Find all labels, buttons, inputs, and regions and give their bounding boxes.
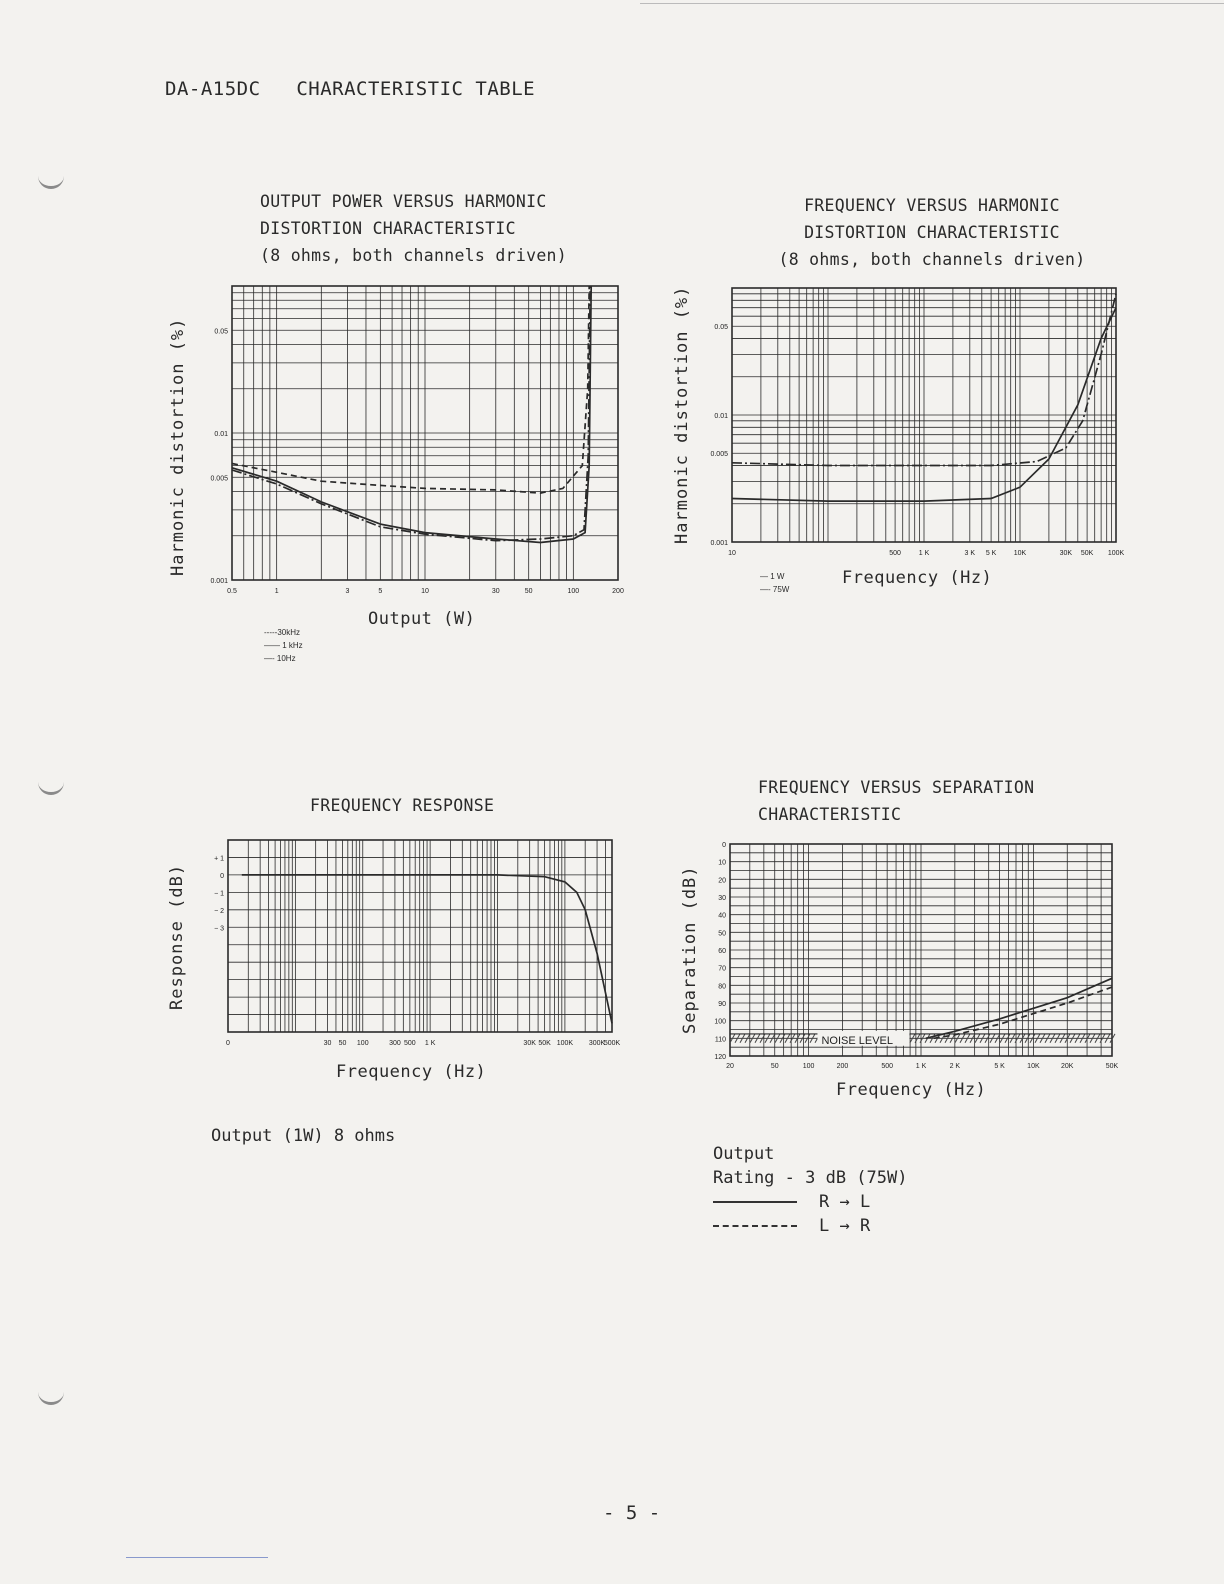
chart4-xlabel: Frequency (Hz) bbox=[836, 1080, 987, 1100]
punch-hole-mark bbox=[38, 160, 64, 189]
x-tick-label: 1 K bbox=[424, 1040, 436, 1047]
x-tick-label: 1 bbox=[274, 588, 279, 595]
x-tick-label: 100 bbox=[802, 1063, 815, 1070]
chart2-svg bbox=[690, 280, 1140, 570]
y-tick-label: 40 bbox=[718, 912, 726, 920]
y-tick-label: − 2 bbox=[214, 907, 224, 915]
y-tick-label: 0.01 bbox=[714, 413, 728, 420]
chart4-note-rating: Rating - 3 dB (75W) bbox=[713, 1168, 908, 1188]
x-tick-label: 10K bbox=[1013, 550, 1027, 557]
x-tick-label: 3 K bbox=[964, 550, 976, 557]
x-tick-label: 500 bbox=[889, 550, 901, 557]
x-tick-label: 30 bbox=[323, 1040, 332, 1047]
x-tick-label: 5 K bbox=[994, 1063, 1005, 1070]
y-tick-label: 120 bbox=[714, 1054, 726, 1061]
x-tick-label: 30 bbox=[491, 588, 500, 595]
x-tick-label: 200 bbox=[612, 588, 624, 595]
chart3-title: FREQUENCY RESPONSE bbox=[310, 796, 495, 815]
chart2-xlabel: Frequency (Hz) bbox=[842, 568, 993, 588]
chart2-legend bbox=[760, 570, 789, 596]
x-tick-label: 100 bbox=[567, 588, 580, 595]
dashed-line-swatch bbox=[713, 1225, 797, 1227]
x-tick-label: 20K bbox=[1061, 1063, 1074, 1070]
y-tick-label: 0 bbox=[722, 842, 726, 849]
x-tick-label: 10K bbox=[1027, 1063, 1040, 1070]
page-number: - 5 - bbox=[603, 1502, 661, 1524]
chart4-note-output: Output bbox=[713, 1144, 775, 1164]
x-tick-label: 50 bbox=[338, 1040, 347, 1047]
chart3-note: Output (1W) 8 ohms bbox=[211, 1126, 396, 1146]
chart4-legend-dashed bbox=[713, 1214, 907, 1238]
y-tick-label: 0.01 bbox=[214, 431, 228, 438]
x-tick-label: 100K bbox=[1107, 550, 1125, 557]
chart1-svg bbox=[190, 278, 640, 608]
x-tick-label: 30K bbox=[1059, 550, 1073, 557]
series-line bbox=[232, 286, 590, 541]
x-tick-label: 5 bbox=[378, 588, 383, 595]
y-tick-label: 100 bbox=[714, 1018, 726, 1026]
y-tick-label: 0.001 bbox=[210, 578, 228, 585]
chart3-xlabel: Frequency (Hz) bbox=[336, 1062, 487, 1082]
y-tick-label: 80 bbox=[718, 983, 726, 991]
chart4-svg bbox=[690, 834, 1140, 1080]
x-tick-label: 50 bbox=[770, 1063, 779, 1070]
chart4-ylabel: Separation (dB) bbox=[680, 865, 700, 1034]
x-tick-label: 3 bbox=[345, 588, 350, 595]
chart1-title: OUTPUT POWER VERSUS HARMONIC DISTORTION CHARACTERISTIC (8 ohms, both channels driven) bbox=[260, 192, 568, 265]
y-tick-label: 0.05 bbox=[714, 324, 728, 332]
series-line bbox=[232, 286, 591, 543]
y-tick-label: 0.001 bbox=[710, 540, 728, 547]
x-tick-label: 500 bbox=[404, 1040, 416, 1047]
chart4-legend-solid bbox=[713, 1190, 907, 1214]
chart2-legend-item: — 1 W bbox=[760, 572, 785, 581]
x-tick-label: 50K bbox=[1105, 1063, 1119, 1070]
y-tick-label: + 1 bbox=[214, 855, 224, 863]
chart3-ylabel: Response (dB) bbox=[167, 863, 187, 1010]
page-title: DA-A15DC CHARACTERISTIC TABLE bbox=[165, 78, 536, 100]
x-tick-label: 50 bbox=[524, 588, 533, 595]
y-tick-label: 60 bbox=[718, 948, 726, 955]
x-tick-label: 1 K bbox=[918, 550, 930, 557]
x-tick-label: 10 bbox=[421, 588, 429, 595]
noise-level-label: NOISE LEVEL bbox=[821, 1034, 894, 1047]
x-tick-label: 300 bbox=[389, 1040, 401, 1047]
y-tick-label: 0.05 bbox=[214, 328, 228, 336]
x-tick-label: 10 bbox=[728, 550, 736, 557]
x-tick-label: 100K bbox=[556, 1040, 574, 1047]
chart1-ylabel: Harmonic distortion (%) bbox=[168, 317, 188, 576]
x-tick-label: 20 bbox=[726, 1063, 734, 1070]
x-tick-label: 30K bbox=[523, 1040, 536, 1047]
y-tick-label: 0.005 bbox=[710, 451, 728, 459]
chart2-legend-item: —- 75W bbox=[760, 585, 790, 594]
x-tick-label: 5 K bbox=[985, 550, 997, 557]
x-tick-label: 0.5 bbox=[227, 588, 237, 595]
noise-level-hatch bbox=[730, 1034, 1115, 1043]
y-tick-label: − 1 bbox=[214, 890, 224, 898]
punch-hole-mark bbox=[38, 766, 64, 795]
chart2-ylabel: Harmonic distortion (%) bbox=[672, 285, 692, 544]
top-edge-line bbox=[640, 3, 1224, 4]
x-tick-label: 50K bbox=[1080, 550, 1094, 557]
legend-dashed-label: L → R bbox=[819, 1216, 871, 1236]
chart4-note bbox=[713, 1142, 907, 1238]
chart3-svg bbox=[190, 830, 640, 1060]
chart1-legend-item: —- 10Hz bbox=[264, 654, 296, 663]
chart1-xlabel: Output (W) bbox=[368, 609, 476, 629]
y-tick-label: 30 bbox=[718, 895, 726, 902]
x-tick-label: 100 bbox=[356, 1040, 369, 1047]
y-tick-label: − 3 bbox=[214, 925, 224, 933]
chart1-legend-item: —— 1 kHz bbox=[264, 641, 303, 650]
y-tick-label: 110 bbox=[714, 1036, 726, 1044]
x-tick-label: 200 bbox=[836, 1063, 849, 1070]
legend-solid-label: R → L bbox=[819, 1192, 871, 1212]
x-tick-label: 500K bbox=[603, 1040, 621, 1047]
x-tick-label: 0 bbox=[226, 1040, 230, 1047]
chart1-legend-item: -----30kHz bbox=[264, 628, 300, 637]
y-tick-label: 70 bbox=[718, 965, 726, 973]
punch-hole-mark bbox=[38, 1376, 64, 1405]
chart4-title: FREQUENCY VERSUS SEPARATION CHARACTERISTIC bbox=[758, 778, 1035, 824]
x-tick-label: 50K bbox=[538, 1040, 551, 1047]
y-tick-label: 20 bbox=[718, 877, 726, 885]
y-tick-label: 90 bbox=[718, 1001, 726, 1008]
y-tick-label: 0 bbox=[220, 872, 224, 880]
solid-line-swatch bbox=[713, 1201, 797, 1203]
x-tick-label: 1 K bbox=[915, 1063, 927, 1070]
chart1-legend bbox=[264, 626, 303, 665]
y-tick-label: 0.005 bbox=[210, 475, 228, 483]
y-tick-label: 10 bbox=[718, 859, 726, 867]
y-tick-label: 50 bbox=[718, 930, 726, 938]
x-tick-label: 500 bbox=[881, 1063, 894, 1070]
x-tick-label: 2 K bbox=[949, 1063, 961, 1070]
bottom-edge-line bbox=[126, 1557, 268, 1558]
chart2-title: FREQUENCY VERSUS HARMONIC DISTORTION CHARACTERISTIC (8 ohms, both channels driven) bbox=[778, 196, 1086, 269]
x-tick-label: 300K bbox=[588, 1040, 606, 1047]
